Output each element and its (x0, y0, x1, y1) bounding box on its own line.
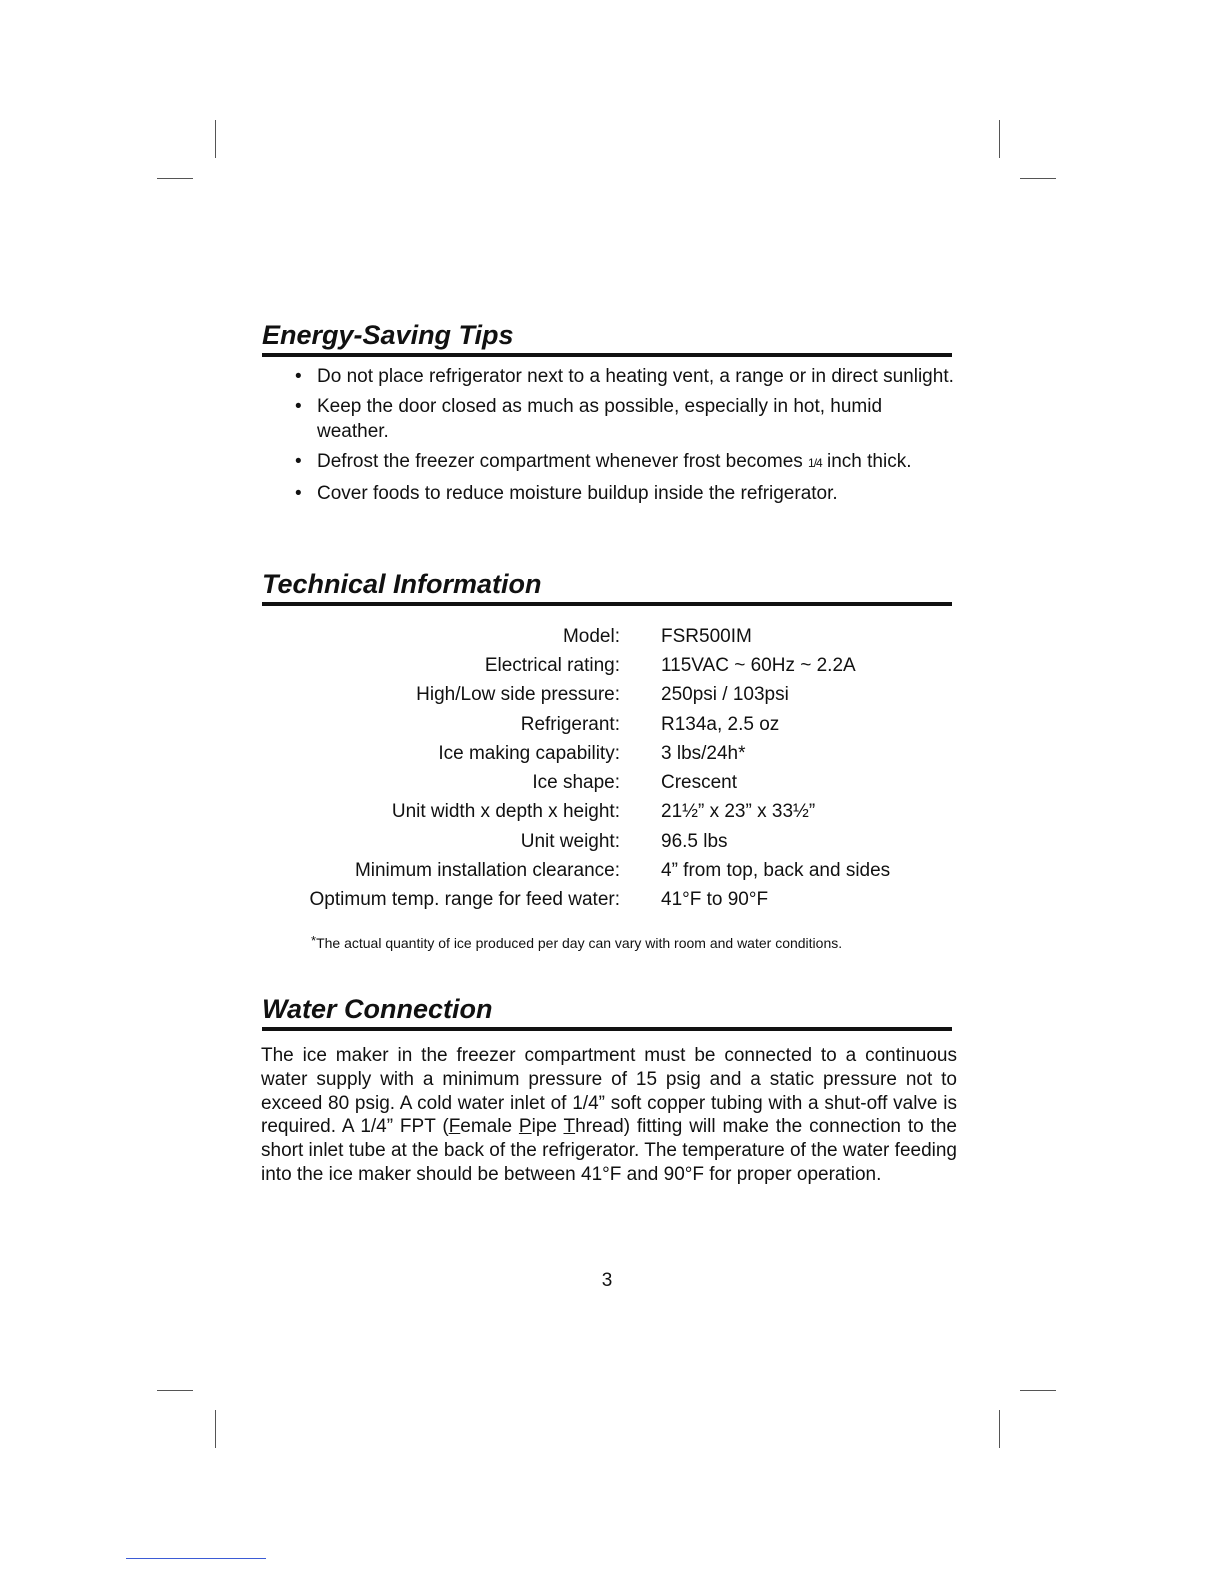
spec-label: Ice shape: (532, 772, 620, 794)
spec-row (262, 681, 962, 710)
footnote (311, 933, 842, 951)
spec-row (262, 768, 962, 797)
spec-value: 250psi / 103psi (661, 684, 789, 706)
tip-text-tail: inch thick. (827, 451, 912, 472)
spec-row (262, 886, 962, 915)
spec-value: FSR500IM (661, 625, 752, 647)
spec-value: 41°F to 90°F (661, 889, 769, 911)
page-number: 3 (601, 1270, 613, 1291)
energy-tips-list (295, 364, 955, 511)
bullet: • (295, 396, 302, 417)
underlined-letter: F (448, 1116, 461, 1138)
spec-value: 3 lbs/24h* (661, 742, 746, 764)
spec-label: Ice making capability: (438, 742, 620, 764)
spec-row (262, 739, 962, 768)
spec-row (262, 651, 962, 680)
paragraph-text: emale (460, 1116, 519, 1138)
bullet: • (295, 366, 302, 387)
underlined-letter: P (518, 1116, 532, 1138)
crop-mark (215, 1410, 216, 1448)
spec-row (262, 622, 962, 651)
spec-value: 115VAC ~ 60Hz ~ 2.2A (661, 654, 856, 676)
spec-value: 21½” x 23” x 33½” (661, 801, 816, 823)
spec-value: 4” from top, back and sides (661, 860, 891, 882)
crop-mark (157, 178, 193, 179)
fraction: 1/4 (808, 456, 822, 470)
spec-row (262, 856, 962, 885)
crop-mark (1020, 178, 1056, 179)
tip-text: Keep the door closed as much as possible, especially in hot, humid weather. (317, 396, 883, 442)
spec-value: R134a, 2.5 oz (661, 713, 780, 735)
spec-label: Unit weight: (520, 830, 620, 852)
crop-mark (1020, 1390, 1056, 1391)
bottom-rule (126, 1558, 266, 1559)
list-item (295, 364, 955, 389)
footnote-star: * (311, 933, 317, 948)
energy-saving-tips-heading: Energy-Saving Tips (262, 320, 952, 357)
spec-label: Unit width x depth x height: (391, 801, 620, 823)
crop-mark (157, 1390, 193, 1391)
bullet: • (295, 483, 302, 504)
spec-label: Refrigerant: (520, 713, 620, 735)
spec-value: Crescent (661, 772, 738, 794)
paragraph-text: The ice maker in the freezer compartment must be connected to a continuous water supply with a minimum pressure of 15 psig and a static pressure not to exceed 80 psig. A cold water inlet of 1/4” soft copper tubing with a shut-off valve is required. A 1/4” FPT ( (261, 1045, 957, 1138)
spec-table (262, 622, 962, 915)
list-item (295, 481, 955, 506)
spec-row (262, 710, 962, 739)
spec-label: High/Low side pressure: (416, 684, 620, 706)
spec-label: Optimum temp. range for feed water: (309, 889, 620, 911)
spec-row (262, 827, 962, 856)
spec-row (262, 798, 962, 827)
list-item (295, 394, 955, 444)
footnote-text: The actual quantity of ice produced per day can vary with room and water conditions. (316, 935, 843, 951)
tip-text: Defrost the freezer compartment whenever frost becomes (317, 451, 803, 472)
paragraph-text: hread) fitting will make the connection to the short inlet tube at the back of the refrigerator. The temperature of the water feeding into the ice maker should be between 41°F and 90°F for proper operation. (261, 1116, 957, 1185)
list-item (295, 449, 955, 476)
technical-information-heading: Technical Information (262, 569, 952, 606)
water-connection-heading: Water Connection (262, 994, 952, 1031)
spec-label: Minimum installation clearance: (354, 860, 620, 882)
crop-mark (999, 1410, 1000, 1448)
spec-label: Electrical rating: (484, 654, 620, 676)
tip-text: Do not place refrigerator next to a heating vent, a range or in direct sunlight. (317, 366, 954, 387)
bullet: • (295, 451, 302, 472)
spec-label: Model: (562, 625, 620, 647)
crop-mark (999, 120, 1000, 158)
water-connection-paragraph (261, 1044, 957, 1187)
tip-text: Cover foods to reduce moisture buildup inside the refrigerator. (317, 483, 838, 504)
spec-value: 96.5 lbs (661, 830, 728, 852)
underlined-letter: T (563, 1116, 576, 1138)
crop-mark (215, 120, 216, 158)
paragraph-text: ipe (531, 1116, 564, 1138)
